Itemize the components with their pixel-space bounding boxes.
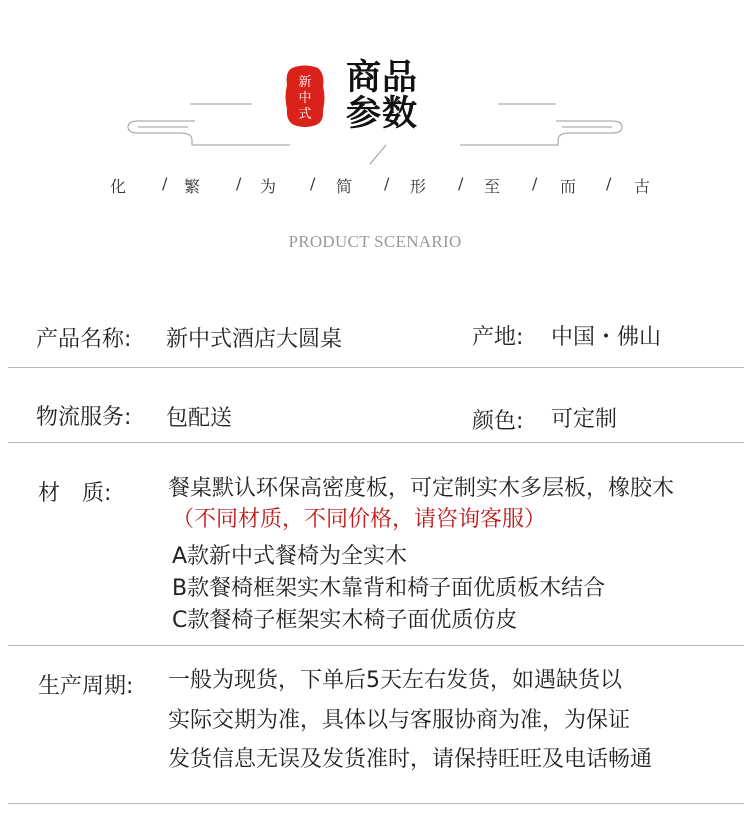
material-label: 材 质: xyxy=(38,481,112,506)
motto-char: 为 xyxy=(260,177,277,196)
material-line: A款新中式餐椅为全实木 xyxy=(172,544,408,569)
production-cycle-line: 发货信息无误及发货准时，请保持旺旺及电话畅通 xyxy=(168,747,653,772)
motto-slash: / xyxy=(236,174,242,193)
row-divider xyxy=(8,442,744,443)
svg-text:新: 新 xyxy=(298,75,312,90)
motto-slash: / xyxy=(458,174,464,193)
production-cycle-line: 一般为现货，下单后5天左右发货，如遇缺货以 xyxy=(168,668,622,693)
logistics-value: 包配送 xyxy=(166,406,233,431)
product-name-label: 产品名称: xyxy=(36,327,132,352)
row-divider xyxy=(8,645,744,646)
svg-text:式: 式 xyxy=(298,107,312,122)
red-seal-stamp xyxy=(284,64,326,128)
svg-text:中: 中 xyxy=(298,91,312,106)
heading-line-2: 参数 xyxy=(346,93,419,134)
motto-slash: / xyxy=(532,174,538,193)
material-line: B款餐椅框架实木靠背和椅子面优质板木结合 xyxy=(172,576,606,601)
origin-value: 中国・佛山 xyxy=(551,325,662,350)
product-name-value: 新中式酒店大圆桌 xyxy=(166,327,343,352)
motto-slash: / xyxy=(384,174,390,193)
motto-char: 形 xyxy=(410,177,427,196)
motto-char: 而 xyxy=(560,177,577,196)
row-divider xyxy=(8,803,744,804)
motto-char: 繁 xyxy=(184,177,201,196)
motto-slash: / xyxy=(606,174,612,193)
motto-char: 化 xyxy=(110,177,127,196)
color-value: 可定制 xyxy=(551,407,618,432)
logistics-label: 物流服务: xyxy=(36,405,132,430)
section-subtitle: PRODUCT SCENARIO xyxy=(288,232,462,251)
production-cycle-label: 生产周期: xyxy=(38,674,134,699)
production-cycle-line: 实际交期为准，具体以与客服协商为准，为保证 xyxy=(168,708,631,733)
origin-label: 产地: xyxy=(472,325,524,350)
motto-char: 古 xyxy=(634,177,651,196)
color-label: 颜色: xyxy=(472,409,524,434)
heading-line-1: 商品 xyxy=(346,57,419,98)
motto-slash: / xyxy=(162,174,168,193)
material-line: C款餐椅子框架实木椅子面优质仿皮 xyxy=(172,608,518,633)
motto-strip xyxy=(104,174,664,198)
motto-char: 至 xyxy=(484,177,501,196)
motto-char: 简 xyxy=(336,177,353,196)
material-note: （不同材质，不同价格，请咨询客服） xyxy=(172,507,547,532)
motto-slash: / xyxy=(310,174,316,193)
row-divider xyxy=(8,367,744,368)
material-line: 餐桌默认环保高密度板，可定制实木多层板，橡胶木 xyxy=(168,476,675,501)
